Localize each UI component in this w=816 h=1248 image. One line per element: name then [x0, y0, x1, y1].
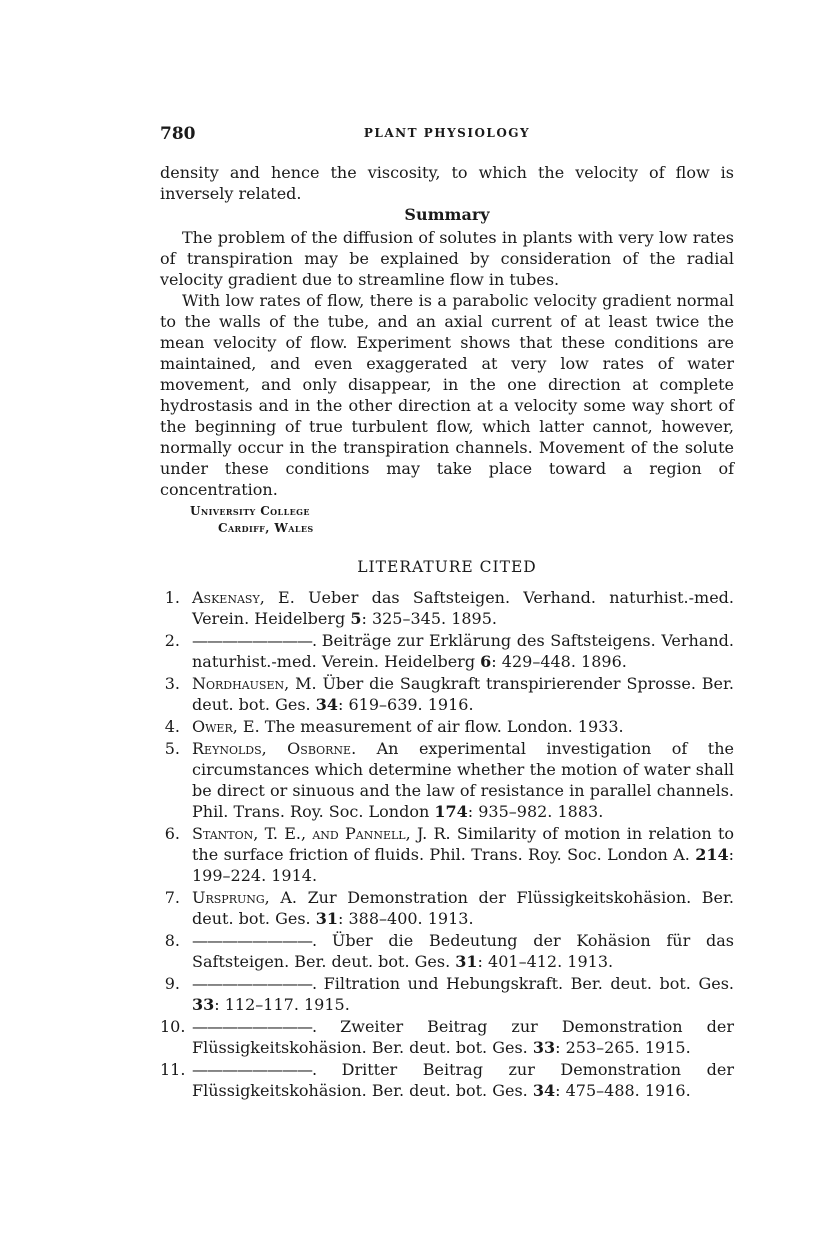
reference-number: 4.: [164, 717, 180, 736]
reference-item: [160, 738, 734, 822]
running-head: PLANT PHYSIOLOGY: [363, 126, 531, 140]
reference-pages: : 475–488. 1916.: [555, 1081, 691, 1100]
reference-pages: : 253–265. 1915.: [555, 1038, 691, 1057]
reference-text: [192, 930, 734, 972]
reference-volume: 34: [315, 695, 338, 714]
reference-author: Askenasy, E.: [192, 588, 295, 607]
reference-pages: : 112–117. 1915.: [214, 995, 350, 1014]
reference-item: [160, 973, 734, 1015]
affiliation: [160, 503, 734, 537]
summary-heading: Summary: [404, 205, 490, 224]
reference-title: Zweiter Beitrag zur Demonstration der Flüssigkeitskohäsion. Ber. deut. bot. Ges.: [192, 1017, 734, 1057]
reference-pages: : 199–224. 1914.: [192, 845, 734, 885]
reference-item: [160, 716, 734, 737]
reference-author: ————————.: [192, 1060, 317, 1079]
reference-item: [160, 673, 734, 715]
reference-item: [160, 587, 734, 629]
reference-author: ————————.: [192, 974, 317, 993]
reference-text: [192, 630, 734, 672]
reference-item: [160, 1059, 734, 1101]
reference-item: [160, 930, 734, 972]
reference-author: ————————.: [192, 631, 317, 650]
reference-item: [160, 630, 734, 672]
reference-volume: 5: [350, 609, 362, 628]
reference-volume: 31: [455, 952, 478, 971]
reference-text: [192, 973, 734, 1015]
reference-text: [192, 887, 734, 929]
reference-number: 5.: [164, 739, 180, 758]
literature-cited-heading: LITERATURE CITED: [357, 558, 537, 576]
reference-number: 1.: [164, 588, 180, 607]
reference-author: Ower, E.: [192, 717, 260, 736]
reference-text: [192, 716, 734, 737]
summary-paragraph: The problem of the diffusion of solutes in plants with very low rates of transpiration may be explained by consideration of the radial velocity gradient due to streamline flow in tubes.: [160, 228, 734, 289]
reference-title: An experimental investigation of the circumstances which determine whether the motion of water shall be direct or sinuous and the law of resistance in parallel channels. Phil. Trans. Roy. Soc. London: [192, 739, 735, 821]
article-body: [160, 162, 734, 1102]
reference-number: 6.: [164, 824, 180, 843]
reference-author: ————————.: [192, 931, 317, 950]
reference-text: [192, 587, 734, 629]
reference-text: [192, 1059, 734, 1101]
reference-list: [160, 587, 734, 1101]
reference-item: [160, 823, 734, 886]
reference-pages: : 935–982. 1883.: [467, 802, 604, 821]
reference-pages: : 401–412. 1913.: [477, 952, 614, 971]
affiliation-location: Cardiff, Wales: [218, 521, 314, 535]
reference-text: [192, 823, 734, 886]
reference-text: [192, 1016, 734, 1058]
reference-item: [160, 887, 734, 929]
reference-author: Reynolds, Osborne.: [192, 739, 357, 758]
reference-author: Stanton, T. E., and Pannell, J. R.: [192, 824, 451, 843]
reference-number: 9.: [164, 974, 180, 993]
reference-number: 7.: [164, 888, 180, 907]
reference-volume: 214: [695, 845, 729, 864]
reference-number: 8.: [164, 931, 180, 950]
reference-pages: : 325–345. 1895.: [361, 609, 497, 628]
reference-author: ————————.: [192, 1017, 317, 1036]
reference-item: [160, 1016, 734, 1058]
reference-author: Ursprung, A.: [192, 888, 297, 907]
reference-title: Über die Bedeutung der Kohäsion für das Saftsteigen. Ber. deut. bot. Ges.: [192, 931, 734, 971]
reference-title: Ueber das Saftsteigen. Verhand. naturhist.-med. Verein. Heidelberg: [192, 588, 734, 628]
summary-paragraph: With low rates of flow, there is a parabolic velocity gradient normal to the walls of the tube, and an axial current of at least twice the mean velocity of flow. Experiment shows that these conditions are maintained, and even exaggerated at very low rates of water movement, and only disappear, in the one direction at complete hydrostasis and in the other direction at a velocity some way short of the beginning of true turbulent flow, which latter cannot, however, normally occur in the transpiration channels. Movement of the solute under these conditions may take place toward a region of concentration.: [160, 291, 734, 499]
reference-text: [192, 738, 734, 822]
reference-title: Über die Saugkraft transpirierender Sprosse. Ber. deut. bot. Ges.: [192, 674, 734, 714]
reference-volume: 6: [480, 652, 492, 671]
reference-pages: : 429–448. 1896.: [491, 652, 627, 671]
reference-title: Dritter Beitrag zur Demonstration der Flüssigkeitskohäsion. Ber. deut. bot. Ges.: [192, 1060, 734, 1100]
reference-title: The measurement of air flow. London. 1933.: [259, 717, 624, 736]
reference-volume: 33: [192, 995, 215, 1014]
reference-volume: 33: [532, 1038, 556, 1057]
affiliation-institution: University College: [190, 504, 310, 518]
reference-title: Beiträge zur Erklärung des Saftsteigens. Verhand. naturhist.-med. Verein. Heidelberg: [192, 631, 734, 671]
reference-volume: 174: [434, 802, 468, 821]
reference-number: 10.: [160, 1017, 186, 1036]
reference-title: Filtration und Hebungskraft. Ber. deut. bot. Ges.: [316, 974, 734, 993]
reference-title: Similarity of motion in relation to the surface friction of fluids. Phil. Trans. Roy. Soc. London A.: [192, 824, 734, 864]
reference-author: Nordhausen, M.: [192, 674, 317, 693]
reference-text: [192, 673, 734, 715]
reference-number: 2.: [164, 631, 180, 650]
reference-pages: : 619–639. 1916.: [338, 695, 474, 714]
reference-volume: 31: [315, 909, 338, 928]
page-number: 780: [160, 124, 196, 144]
reference-title: Zur Demonstration der Flüssigkeitskohäsion. Ber. deut. bot. Ges.: [192, 888, 735, 928]
reference-volume: 34: [532, 1081, 556, 1100]
reference-number: 11.: [160, 1060, 186, 1079]
reference-number: 3.: [164, 674, 180, 693]
reference-pages: : 388–400. 1913.: [338, 909, 474, 928]
intro-paragraph: density and hence the viscosity, to which the velocity of flow is inversely related.: [160, 163, 734, 203]
